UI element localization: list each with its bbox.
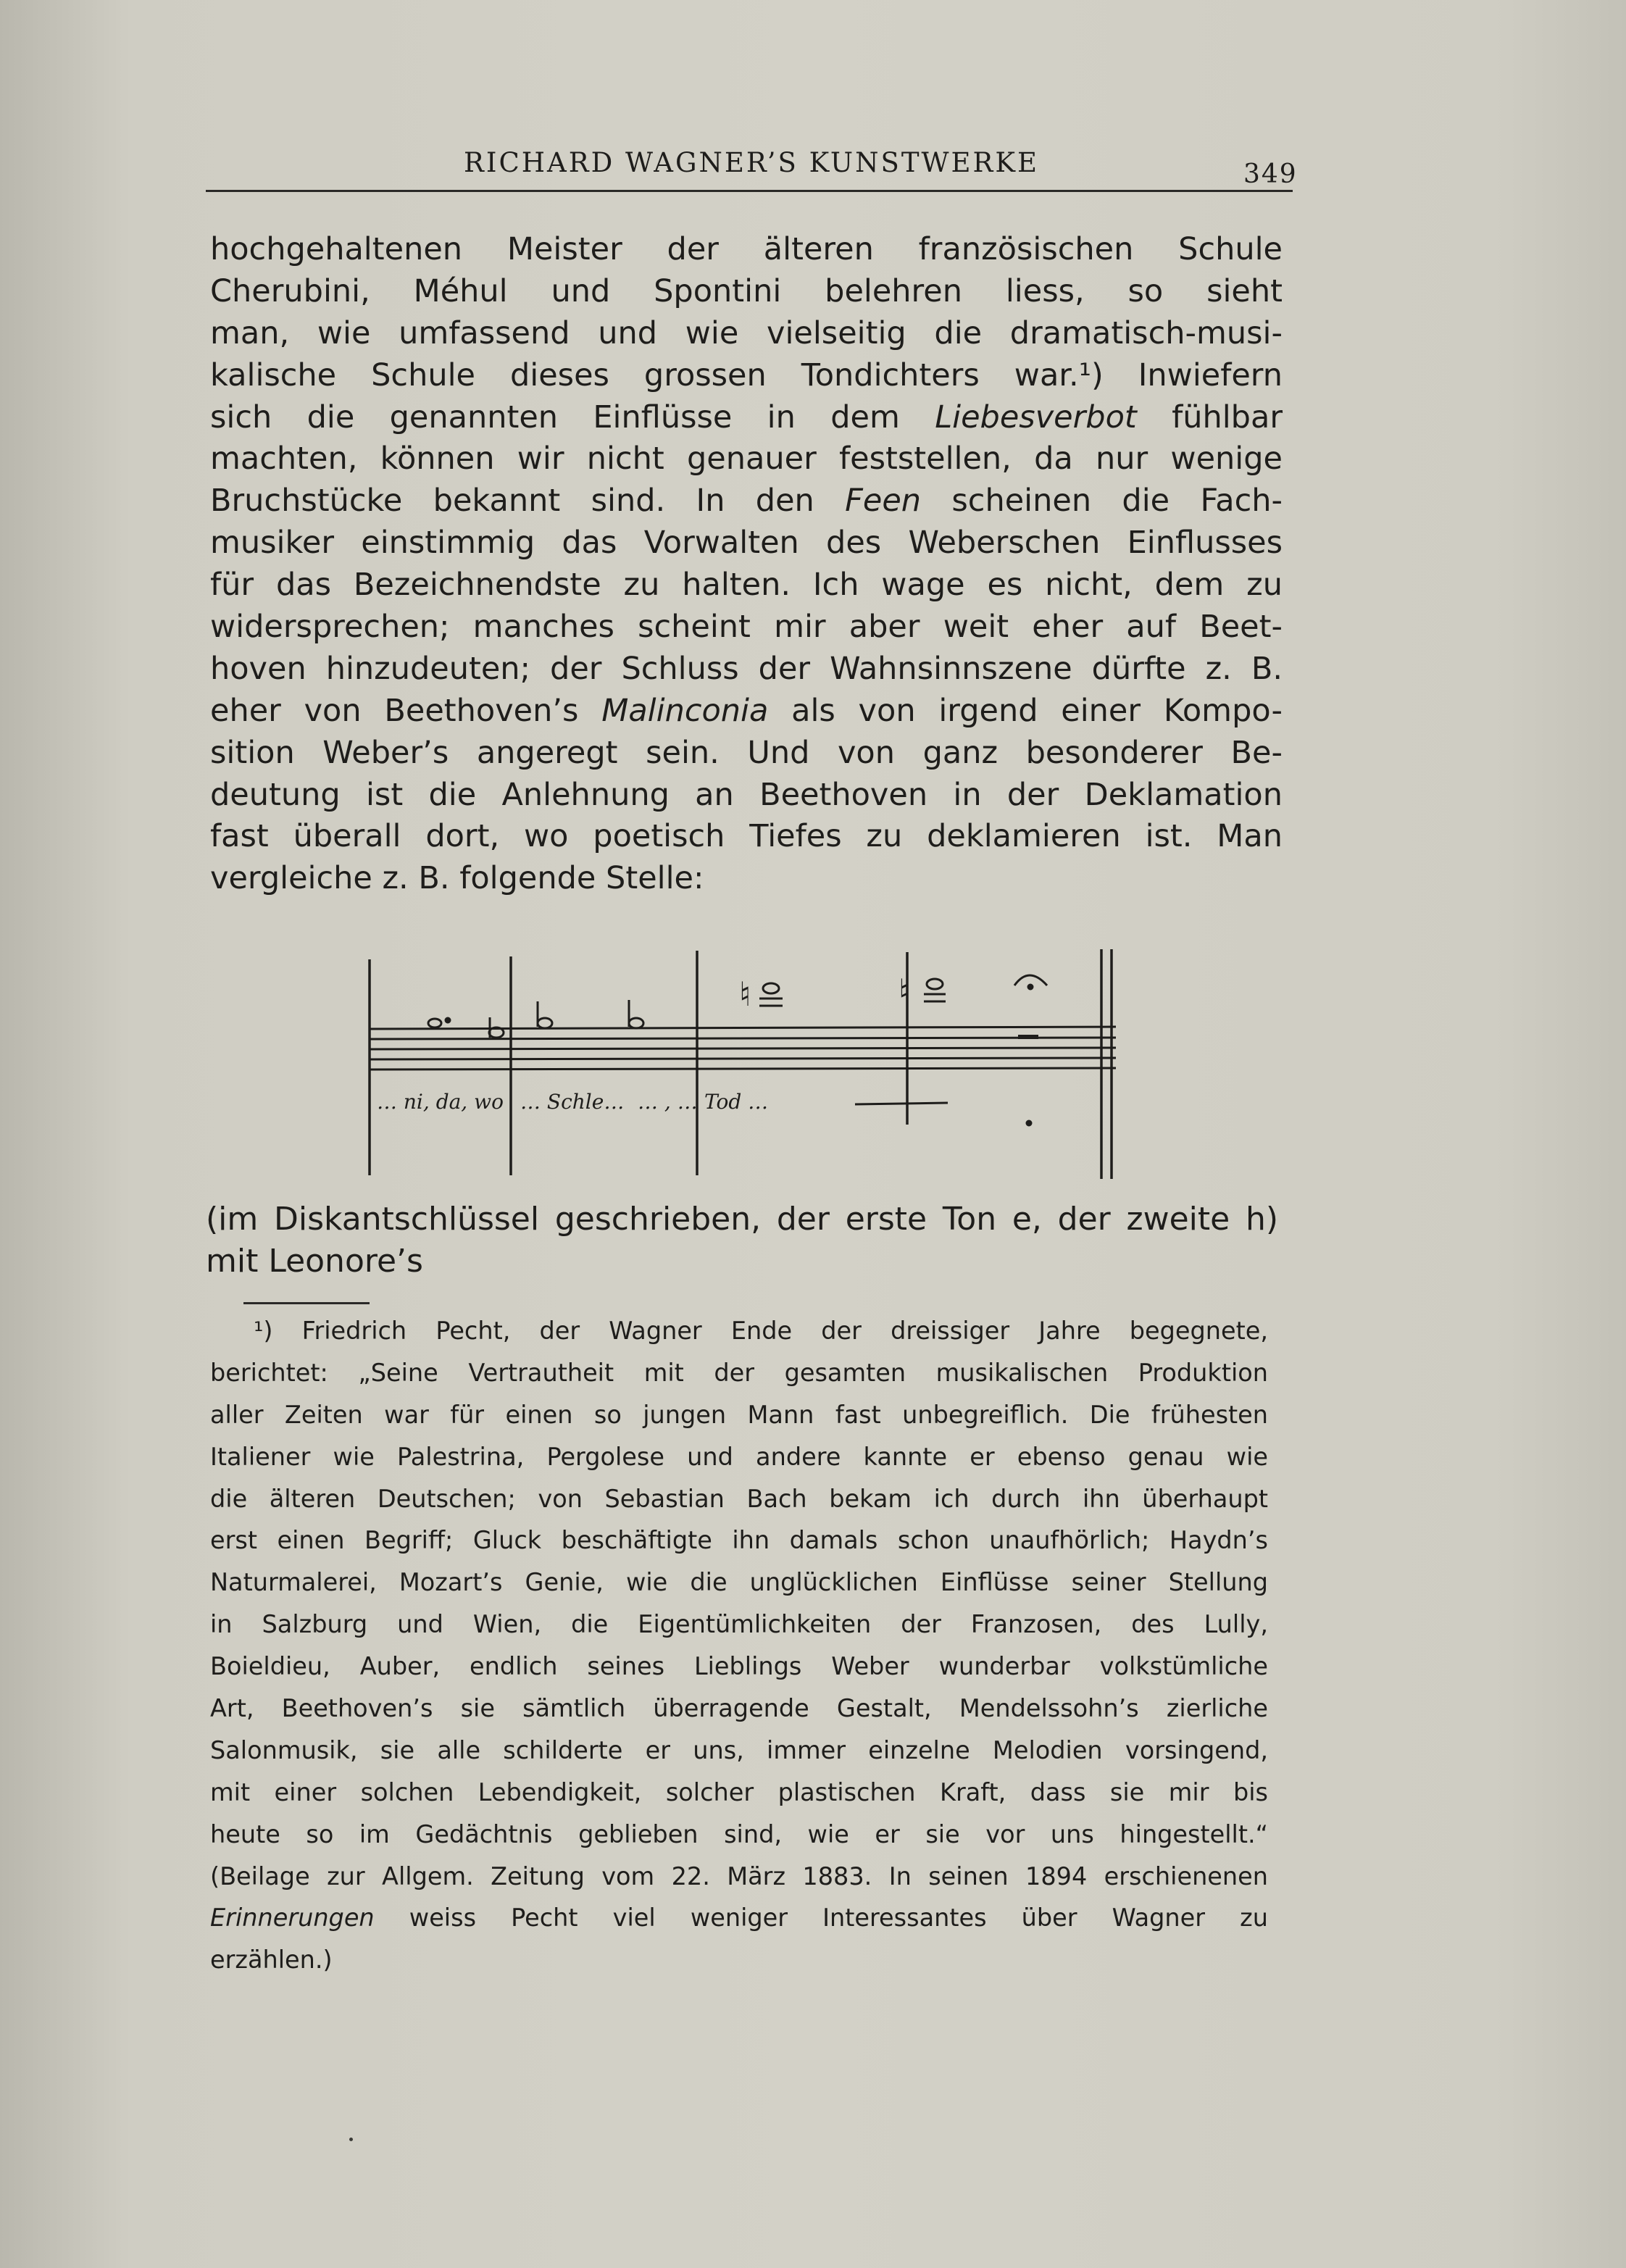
footnote-line: [210, 1650, 1268, 1692]
footnote-line: [210, 1398, 1268, 1441]
footnote-line: [210, 1608, 1268, 1650]
footnote-line: [210, 1314, 1268, 1356]
running-title: RICHARD WAGNER’S KUNSTWERKE: [464, 147, 1040, 178]
text-run: widersprechen; manches scheint mir aber weit eher auf Beet-: [210, 609, 1283, 646]
text-run: mit einer solchen Lebendigkeit, solcher plastischen Kraft, dass sie mir bis: [210, 1777, 1268, 1806]
text-run: ¹) Friedrich Pecht, der Wagner Ende der dreissiger Jahre begegnete,: [254, 1317, 1268, 1345]
footnote-line: [210, 1943, 1268, 1985]
text-run: Art, Beethoven’s sie sämtlich überragende Gestalt, Mendelssohn’s zierliche: [210, 1694, 1268, 1723]
body-line: [210, 775, 1283, 817]
text-run: in Salzburg und Wien, die Eigentümlichkeiten der Franzosen, des Lully,: [210, 1610, 1268, 1639]
body-line: [210, 649, 1283, 691]
text-run: berichtet: „Seine Vertrautheit mit der gesamten musikalischen Produktion: [210, 1358, 1268, 1387]
body-line: [210, 271, 1283, 313]
svg-text:♮: ♮: [899, 972, 911, 1011]
body-line: [210, 438, 1283, 480]
lyrics: [377, 1090, 948, 1114]
body-line: [210, 522, 1283, 564]
footnote-line: [210, 1483, 1268, 1525]
text-run: sition Weber’s angeregt sein. Und von ganz besonderer Be-: [210, 734, 1283, 771]
text-run: (Beilage zur Allgem. Zeitung vom 22. März 1883. In seinen 1894 erschienenen: [210, 1861, 1268, 1890]
body-line: [210, 564, 1283, 606]
text-run: aller Zeiten war für einen so jungen Mann fast unbegreiflich. Die frühesten: [210, 1400, 1268, 1429]
italic-title: Malinconia: [601, 692, 769, 729]
text-run: erzählen.): [210, 1946, 333, 1975]
page-number: 349: [1243, 159, 1298, 189]
text-run: sich die genannten Einflüsse in dem: [210, 399, 935, 435]
header-rule: [206, 190, 1293, 192]
text-run: eher von Beethoven’s: [210, 692, 602, 729]
text-run: die älteren Deutschen; von Sebastian Bach bekam ich durch ihn überhaupt: [210, 1484, 1268, 1513]
lyric-1: … ni, da, wo: [377, 1090, 504, 1114]
text-run: Italiener wie Palestrina, Pergolese und andere kannte er ebenso genau wie: [210, 1442, 1268, 1471]
after-line-2: mit Leonore’s: [206, 1242, 423, 1280]
text-run: man, wie umfassend und wie vielseitig die dramatisch-musi-: [210, 314, 1283, 351]
text-run: weiss Pecht viel weniger Interessantes über Wagner zu: [374, 1904, 1268, 1933]
body-line: [210, 480, 1283, 522]
text-run: hochgehaltenen Meister der älteren französischen Schule: [210, 231, 1283, 267]
body-line: [210, 397, 1283, 439]
footnote-line: [210, 1692, 1268, 1734]
lyric-2: … Schle…: [520, 1090, 625, 1114]
body-line: [210, 733, 1283, 775]
main-text: [210, 229, 1283, 900]
body-line: [210, 858, 1283, 900]
text-run: vergleiche z. B. folgende Stelle:: [210, 860, 704, 897]
body-line: [210, 816, 1283, 858]
text-run: erst einen Begriff; Gluck beschäftigte ihn damals schon unaufhörlich; Haydn’s: [210, 1526, 1268, 1555]
footnote-line: [210, 1566, 1268, 1608]
body-line: [210, 313, 1283, 355]
footnote-rule: [243, 1302, 370, 1304]
paper-speck: [349, 2138, 353, 2141]
text-after-score: [206, 1198, 1278, 1283]
text-run: fast überall dort, wo poetisch Tiefes zu deklamieren ist. Man: [210, 818, 1283, 855]
text-run: musiker einstimmig das Vorwalten des Weberschen Einflusses: [210, 525, 1283, 562]
text-run: als von irgend einer Kompo-: [768, 692, 1283, 729]
italic-title: Erinnerungen: [210, 1904, 375, 1933]
lyric-4: Tod …: [704, 1090, 769, 1114]
text-run: hoven hinzudeuten; der Schluss der Wahnsinnszene dürfte z. B.: [210, 650, 1283, 687]
footnote-line: [210, 1356, 1268, 1398]
svg-text:♮: ♮: [739, 975, 751, 1014]
footnote-line: [210, 1734, 1268, 1776]
footnote-line: [210, 1818, 1268, 1860]
footnote-line: [210, 1901, 1268, 1943]
text-run: für das Bezeichnendste zu halten. Ich wage es nicht, dem zu: [210, 567, 1283, 604]
text-run: Cherubini, Méhul und Spontini belehren liess, so sieht: [210, 272, 1283, 309]
italic-title: Liebesverbot: [935, 399, 1137, 435]
body-line: [210, 606, 1283, 649]
text-run: Bruchstücke bekannt sind. In den: [210, 483, 846, 520]
text-run: Salonmusik, sie alle schilderte er uns, immer einzelne Melodien vorsingend,: [210, 1735, 1268, 1764]
text-run: kalische Schule dieses grossen Tondichters war.¹) Inwiefern: [210, 357, 1283, 393]
footnote: [210, 1314, 1268, 1985]
body-line: [210, 355, 1283, 397]
lyric-3: … , …: [638, 1090, 698, 1114]
staff-lines: [370, 1027, 1116, 1070]
after-line-1: (im Diskantschlüssel geschrieben, der erste Ton e, der zweite h): [206, 1201, 1278, 1238]
text-run: Naturmalerei, Mozart’s Genie, wie die unglücklichen Einflüsse seiner Stellung: [210, 1568, 1268, 1597]
text-run: heute so im Gedächtnis geblieben sind, wie er sie vor uns hingestellt.“: [210, 1819, 1268, 1848]
footnote-line: [210, 1776, 1268, 1818]
text-run: scheinen die Fach-: [921, 483, 1283, 520]
body-line: [210, 691, 1283, 733]
text-run: machten, können wir nicht genauer feststellen, da nur wenige: [210, 441, 1283, 478]
text-run: deutung ist die Anlehnung an Beethoven in der Deklamation: [210, 776, 1283, 813]
text-run: fühlbar: [1136, 399, 1283, 435]
footnote-line: [210, 1860, 1268, 1902]
footnote-line: [210, 1524, 1268, 1566]
music-notation-excerpt: [362, 943, 1116, 1183]
footnote-line: [210, 1441, 1268, 1483]
text-run: Boieldieu, Auber, endlich seines Lieblings Weber wunderbar volkstümliche: [210, 1652, 1268, 1681]
italic-title: Feen: [845, 483, 922, 520]
body-line: [210, 229, 1283, 271]
